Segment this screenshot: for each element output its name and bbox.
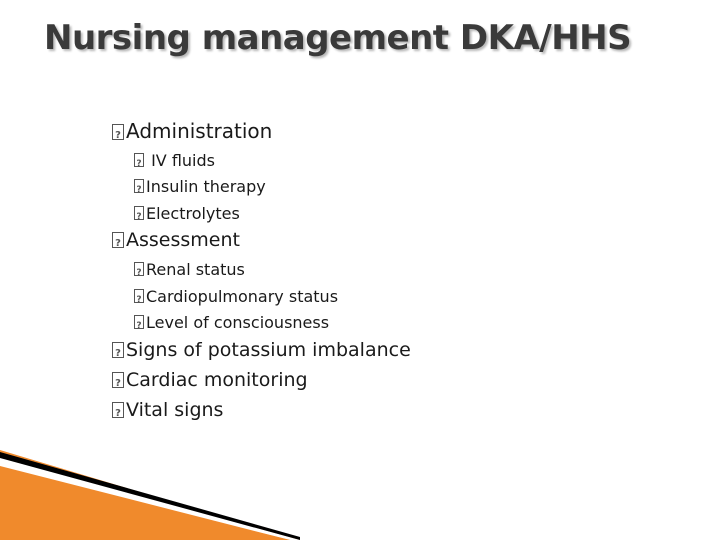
- bullet-list: [112, 118, 411, 427]
- sub-bullet-item-iv-fluids: [112, 148, 411, 175]
- sub-bullet-label: Level of consciousness: [146, 313, 330, 332]
- bullet-item-assessment: [112, 227, 411, 257]
- sub-bullet-item-cardiopulmonary-status: [112, 284, 411, 311]
- sub-bullet-label: Insulin therapy: [146, 177, 266, 196]
- sub-bullet-item-electrolytes: [112, 201, 411, 228]
- bullet-item-vital-signs: [112, 397, 411, 427]
- sub-bullet-label: Renal status: [146, 260, 245, 279]
- slide-title: Nursing management DKA/HHS: [44, 18, 632, 58]
- corner-orange-lower: [0, 470, 290, 540]
- bullet-label: Cardiac monitoring: [126, 368, 308, 391]
- missing-glyph-bullet-icon: [134, 262, 144, 276]
- sub-bullet-label: Cardiopulmonary status: [146, 286, 339, 306]
- missing-glyph-bullet-icon: [112, 124, 124, 140]
- missing-glyph-bullet-icon: [134, 289, 144, 303]
- missing-glyph-bullet-icon: [134, 315, 144, 329]
- missing-glyph-bullet-icon: [112, 342, 124, 358]
- bullet-label: Vital signs: [126, 398, 224, 421]
- bullet-item-potassium-imbalance: [112, 337, 411, 367]
- sub-bullet-item-level-of-consciousness: [112, 310, 411, 337]
- sub-bullet-label: Electrolytes: [146, 203, 240, 223]
- corner-decoration: [0, 450, 300, 540]
- sub-bullet-item-insulin-therapy: [112, 174, 411, 201]
- missing-glyph-bullet-icon: [112, 232, 124, 248]
- missing-glyph-bullet-icon: [134, 179, 144, 193]
- bullet-label: Assessment: [126, 229, 240, 251]
- sub-bullet-item-renal-status: [112, 257, 411, 284]
- bullet-label: Signs of potassium imbalance: [126, 338, 411, 361]
- sub-bullet-label: IV fluids: [146, 150, 215, 170]
- bullet-item-administration: [112, 118, 411, 148]
- missing-glyph-bullet-icon: [112, 372, 124, 388]
- missing-glyph-bullet-icon: [134, 153, 144, 167]
- missing-glyph-bullet-icon: [134, 206, 144, 220]
- bullet-label: Administration: [126, 119, 273, 143]
- missing-glyph-bullet-icon: [112, 402, 124, 418]
- bullet-item-cardiac-monitoring: [112, 367, 411, 397]
